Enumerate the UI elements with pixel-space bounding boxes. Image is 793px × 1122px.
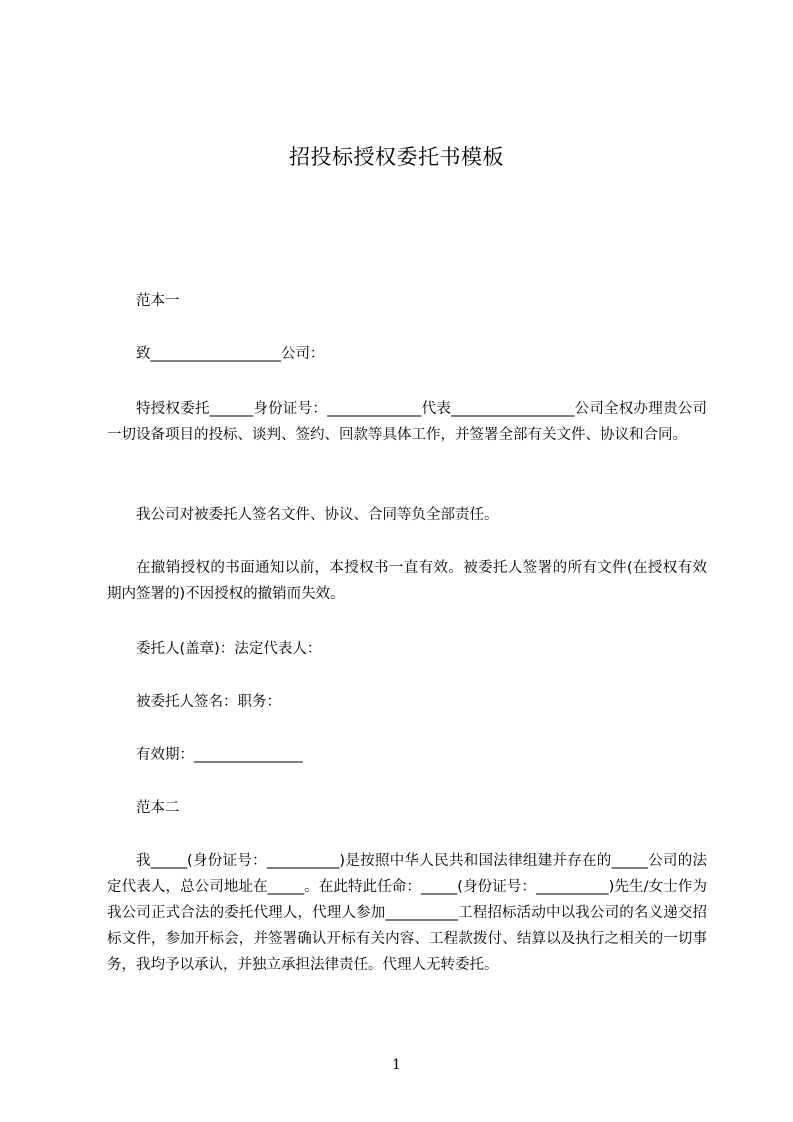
responsibility-paragraph: 我公司对被委托人签名文件、协议、合同等负全部责任。: [136, 507, 499, 523]
section-heading-2: 范本二: [136, 800, 180, 816]
appointment-paragraph: 我_____(身份证号：__________)是按照中华人民共和国法律组建并存在的_____公司的法定代表人，总公司地址在_____。在此特此任命：_____(身份证号：__________)先生/女士作为我公司正式合法的委托代理人，代理人参加__________工程招标活动中以我公司的名义递交招标文件，参加开标会，并签署确认开标有关内容、工程款拨付、结算以及执行之相关的一切事务，我均予以承认，并独立承担法律责任。代理人无转委托。: [107, 853, 707, 973]
document-title: 招投标授权委托书模板: [289, 145, 504, 169]
agent-signature-line: 被委托人签名：职务：: [136, 694, 281, 710]
section-heading-1: 范本一: [136, 293, 180, 309]
page-number: 1: [392, 1057, 401, 1073]
principal-signature-line: 委托人(盖章)：法定代表人：: [136, 641, 322, 657]
authorization-paragraph: 特授权委托______身份证号：_____________代表_________________公司全权办理贵公司一切设备项目的投标、谈判、签约、回款等具体工作，并签署全部有关文件、协议和合同。: [107, 401, 707, 443]
validity-paragraph: 在撤销授权的书面通知以前，本授权书一直有效。被委托人签署的所有文件(在授权有效期内签署的)不因授权的撤销而失效。: [107, 560, 707, 602]
addressee-line: 致__________________公司：: [136, 346, 325, 362]
validity-period-line: 有效期：_______________: [136, 747, 303, 763]
